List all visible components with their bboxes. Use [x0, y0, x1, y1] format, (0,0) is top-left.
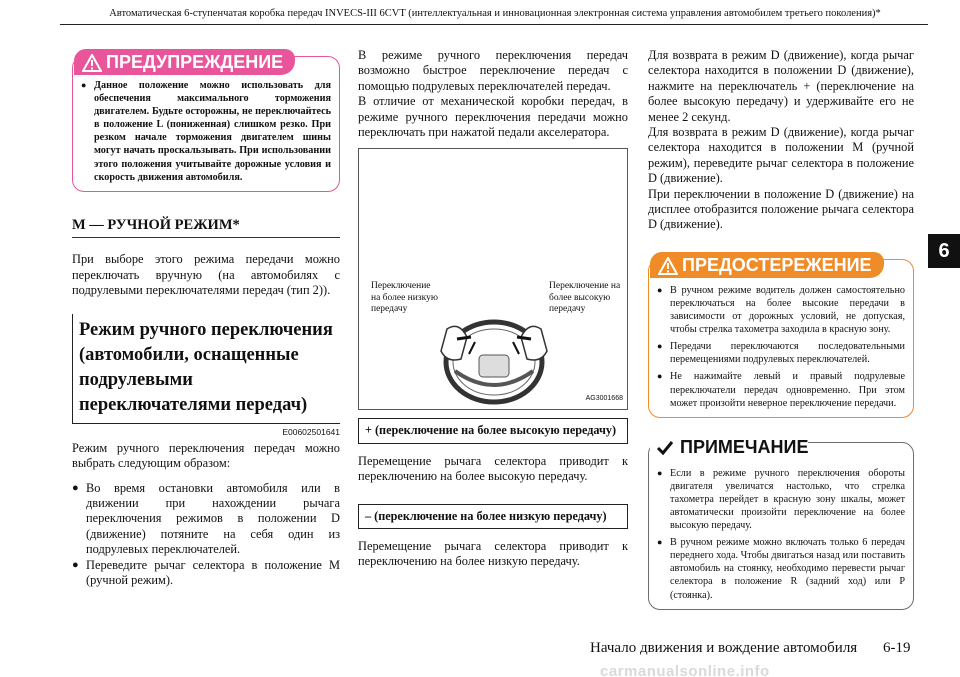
- figure-code: AG3001668: [585, 395, 623, 403]
- downshift-heading: – (переключение на более низкую передачу): [358, 504, 628, 529]
- paragraph: При переключении в положение D (движение) на дисплее отобразится положение рычага селектора D (движение).: [648, 186, 914, 232]
- list-item: ● В ручном режиме можно включать только 6 передач переднего хода. Чтобы двигаться назад или поставить автомобиль на стоянку, необходимо перевести рычаг селектора в положение R (задний ход) или P (стоянка).: [657, 536, 905, 601]
- page-number: 6-19: [882, 640, 911, 656]
- column-right: [648, 48, 914, 610]
- warning-tag: [74, 49, 295, 75]
- column-left: [72, 52, 340, 588]
- steering-wheel-figure: [358, 148, 628, 410]
- paragraph: Для возврата в режим D (движение), когда рычаг селектора находится в положении М (ручной режим), переведите рычаг селектора в положение D (движение).: [648, 125, 914, 186]
- paragraph: В отличие от механической коробки передач, в режиме ручного переключения передачи можно переключать при нажатой педали акселератора.: [358, 94, 628, 140]
- footer-title: Начало движения и вождение автомобиля: [590, 640, 858, 656]
- warning-triangle-icon: [82, 54, 102, 72]
- page-footer: [590, 640, 910, 657]
- page-header: Автоматическая 6-ступенчатая коробка передач INVECS-III 6CVT (интеллектуальная и инновационная электронная система управления автомобилем третьего поколения)*: [109, 8, 881, 19]
- list-item: ● Не нажимайте левый и правый подрулевые переключатели передач одновременно. При этом может произойти неверное переключение передачи.: [657, 370, 905, 409]
- caution-title: ПРЕДОСТЕРЕЖЕНИЕ: [682, 255, 872, 276]
- section-heading-text: М — РУЧНОЙ РЕЖИМ: [72, 216, 233, 233]
- list-item: ● Во время остановки автомобиля или в движении при нахождении рычага переключения режимов в положении D (движение) потяните на себя один из подрулевых переключателей.: [72, 481, 340, 558]
- chapter-tab: 6: [928, 234, 960, 268]
- bullet-list: [72, 481, 340, 589]
- list-item: ● Переведите рычаг селектора в положение М (ручной режим).: [72, 558, 340, 589]
- upshift-text: Перемещение рычага селектора приводит к переключению на более высокую передачу.: [358, 453, 628, 484]
- subsection-heading: Режим ручного переключения (автомобили, оснащенные подрулевыми переключателями передач): [72, 314, 340, 424]
- caution-tag: [650, 252, 884, 278]
- list-item: ● В ручном режиме водитель должен самостоятельно переключаться на более высокие передачи в зависимости от дорожных условий, не допуская, чтобы стрелка тахометра заходила в красную зону.: [657, 284, 905, 336]
- section-code: E00602501641: [282, 427, 340, 438]
- column-middle: [358, 48, 628, 570]
- downshift-text: Перемещение рычага селектора приводит к переключению на более низкую передачу.: [358, 539, 628, 569]
- paragraph: Для возврата в режим D (движение), когда рычаг селектора находится в положении D (движение), нажмите на переключатель + (переключение на более высокую передачу) и удерживайте его не менее 2 секунд.: [648, 48, 914, 124]
- figure-label-upshift: Переключение на более высокую передачу: [549, 281, 621, 315]
- section-heading-star: *: [232, 216, 240, 233]
- warning-text: ● Данное положение можно использовать для обеспечения максимального торможения двигателем. Будьте осторожны, не переключайтесь в положение L (пониженная) слишком резко. При резком начале торможения двигателем шины могут начать проскальзывать. При использовании этого положения учитывайте дорожные условия и скорость движения автомобиля.: [81, 79, 331, 184]
- section-lead: Режим ручного переключения передач можно выбрать следующим образом:: [72, 440, 340, 471]
- warning-box: [72, 52, 340, 192]
- figure-label-downshift: Переключение на более низкую передачу: [371, 281, 438, 315]
- warning-title: ПРЕДУПРЕЖДЕНИЕ: [106, 52, 284, 73]
- section-heading: [72, 218, 340, 238]
- paragraph: В режиме ручного переключения передач возможно быстрое переключение передач с помощью подрулевых переключателей передач.: [358, 48, 628, 93]
- caution-triangle-icon: [658, 257, 678, 275]
- caution-box: [648, 255, 914, 418]
- list-item: ● Передачи переключаются последовательными перемещениями подрулевых переключателей.: [657, 340, 905, 366]
- upshift-heading: + (переключение на более высокую передачу): [358, 418, 628, 443]
- section-intro: При выборе этого режима передачи можно переключать вручную (на автомобилях с подрулевыми переключателями передач (тип 2)).: [72, 252, 340, 297]
- watermark: carmanualsonline.info: [600, 663, 770, 677]
- note-box: [648, 437, 914, 610]
- note-title: ПРИМЕЧАНИЕ: [680, 437, 809, 458]
- note-tag: [650, 435, 808, 461]
- steering-wheel-illustration: [359, 149, 628, 410]
- checkmark-icon: [656, 439, 674, 457]
- header-rule: [60, 24, 928, 25]
- list-item: ● Если в режиме ручного переключения обороты двигателя увеличатся настолько, что стрелка тахометра перейдет в красную зону шкалы, может автоматически произойти переключение на более высокую передачу.: [657, 467, 905, 532]
